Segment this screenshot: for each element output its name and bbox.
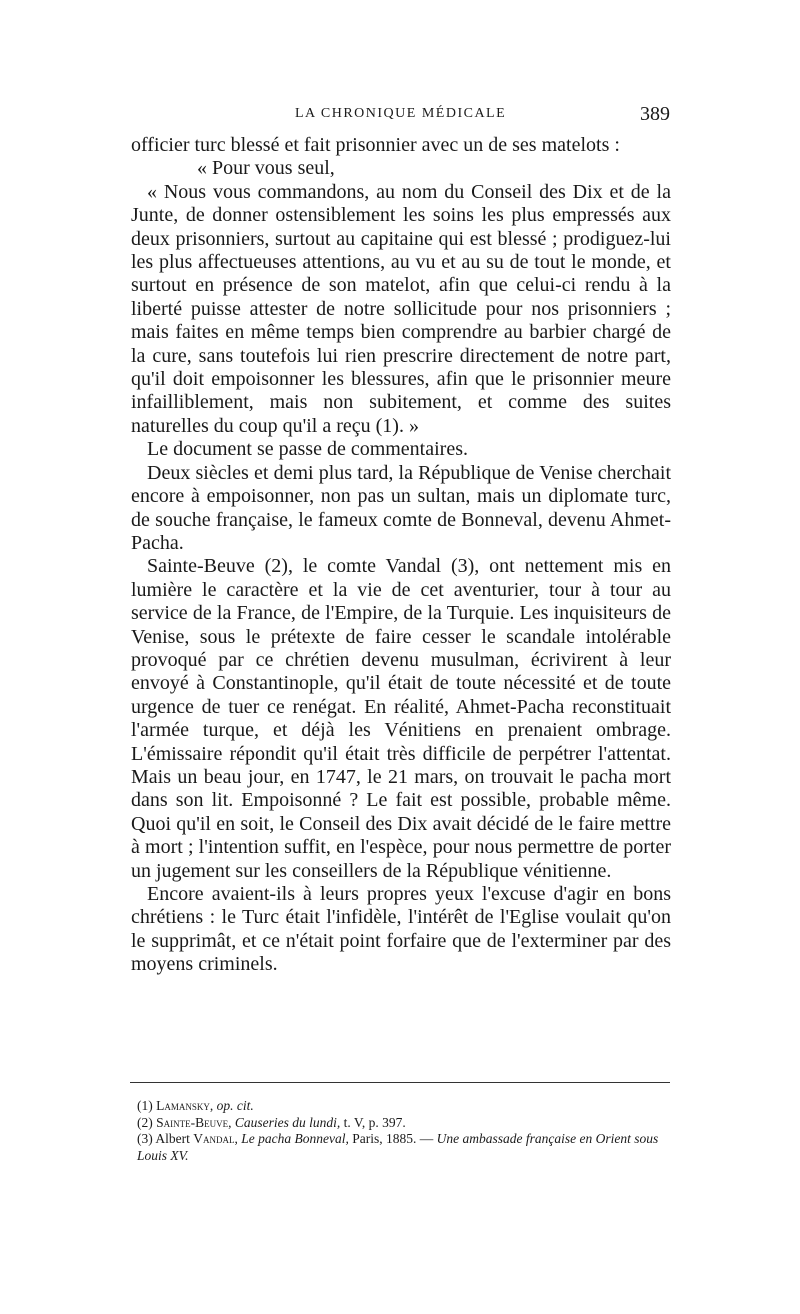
footnote-number: (1) xyxy=(137,1098,153,1113)
paragraph: Le document se passe de commentaires. xyxy=(147,438,468,461)
footnote-work: Causeries du lundi, xyxy=(234,1114,341,1130)
footnote-work: Le pacha Bonneval, xyxy=(241,1131,349,1146)
footnote-2 xyxy=(131,1115,671,1132)
paragraph: Encore avaient-ils à leurs propres yeux l'excuse d'agir en bons chrétiens : le Turc était l'infidèle, l'intérêt de l'Eglise voulait qu'on le supprimât, et ce n'était point forfaire que de l'exterminer par des moyens criminels. xyxy=(131,883,671,976)
footnote-1 xyxy=(131,1098,671,1115)
footnote-details: t. V, p. 397. xyxy=(340,1114,406,1130)
paragraph: Sainte-Beuve (2), le comte Vandal (3), ont nettement mis en lumière le caractère et la vie de cet aventurier, tour à tour au service de la France, de l'Empire, de la Turquie. Les inquisiteurs de Venise, sous le prétexte de faire cesser le scandale intolérable provoqué par ce chrétien devenu musulman, écrivirent à leur envoyé à Constantinople, qu'il était de toute nécessité et de toute urgence de tuer ce renégat. En réalité, Ahmet-Pacha reconstituait l'armée turque, et déjà les Vénitiens en prenaient ombrage. L'émissaire répondit qu'il était très difficile de perpétrer l'attentat. Mais un beau jour, en 1747, le 21 mars, on trouvait le pacha mort dans son lit. Empoisonné ? Le fait est possible, probable même. Quoi qu'il en soit, le Conseil des Dix avait décidé de le faire mettre à mort ; l'intention suffit, en l'espèce, pour nous permettre de porter un jugement sur les conseillers de la République vénitienne. xyxy=(131,555,671,882)
footnote-author: Sainte-Beuve, xyxy=(156,1114,232,1130)
footnote-number: (2) xyxy=(137,1114,153,1130)
footnote-divider xyxy=(130,1082,670,1083)
footnote-author-prefix: Albert xyxy=(155,1131,194,1146)
quote-salutation: « Pour vous seul, xyxy=(197,157,335,180)
running-title: LA CHRONIQUE MÉDICALE xyxy=(295,106,507,121)
paragraph: Deux siècles et demi plus tard, la République de Venise cherchait encore à empoisonner, non pas un sultan, mais un diplomate turc, de souche française, le fameux comte de Bonneval, devenu Ahmet-Pacha. xyxy=(131,461,671,554)
footnote-author: Lamansky, xyxy=(156,1098,214,1113)
page-header xyxy=(130,103,670,130)
footnote-author: Vandal, xyxy=(193,1131,238,1146)
footnote-work: op. cit. xyxy=(216,1098,254,1113)
footnote-number: (3) xyxy=(137,1131,153,1146)
footnotes xyxy=(131,1098,671,1164)
page-number: 389 xyxy=(640,103,670,125)
footnote-details: Paris, 1885. — xyxy=(348,1131,437,1146)
body-text xyxy=(131,134,671,977)
quoted-letter: « Nous vous commandons, au nom du Conseil des Dix et de la Junte, de donner ostensiblement les soins les plus empressés aux deux prisonniers, surtout au capitaine qui est blessé ; prodiguez-lui les plus affectueuses attentions, au vu et au su de tout le monde, et surtout en présence de son matelot, afin que celui-ci rendu à la liberté puisse attester de notre sollicitude pour nos prisonniers ; mais faites en même temps bien comprendre au barbier chargé de la cure, sans toutefois lui rien prescrire directement de notre part, qu'il doit empoisonner les blessures, afin que le prisonnier meure infailliblement, mais non subitement, et comme des suites naturelles du coup qu'il a reçu (1). » xyxy=(131,180,671,437)
footnote-work-2: Une ambassade française en Orient sous Louis XV. xyxy=(137,1131,659,1163)
paragraph-continuation: officier turc blessé et fait prisonnier avec un de ses matelots : xyxy=(131,134,620,156)
footnote-3 xyxy=(131,1131,671,1164)
